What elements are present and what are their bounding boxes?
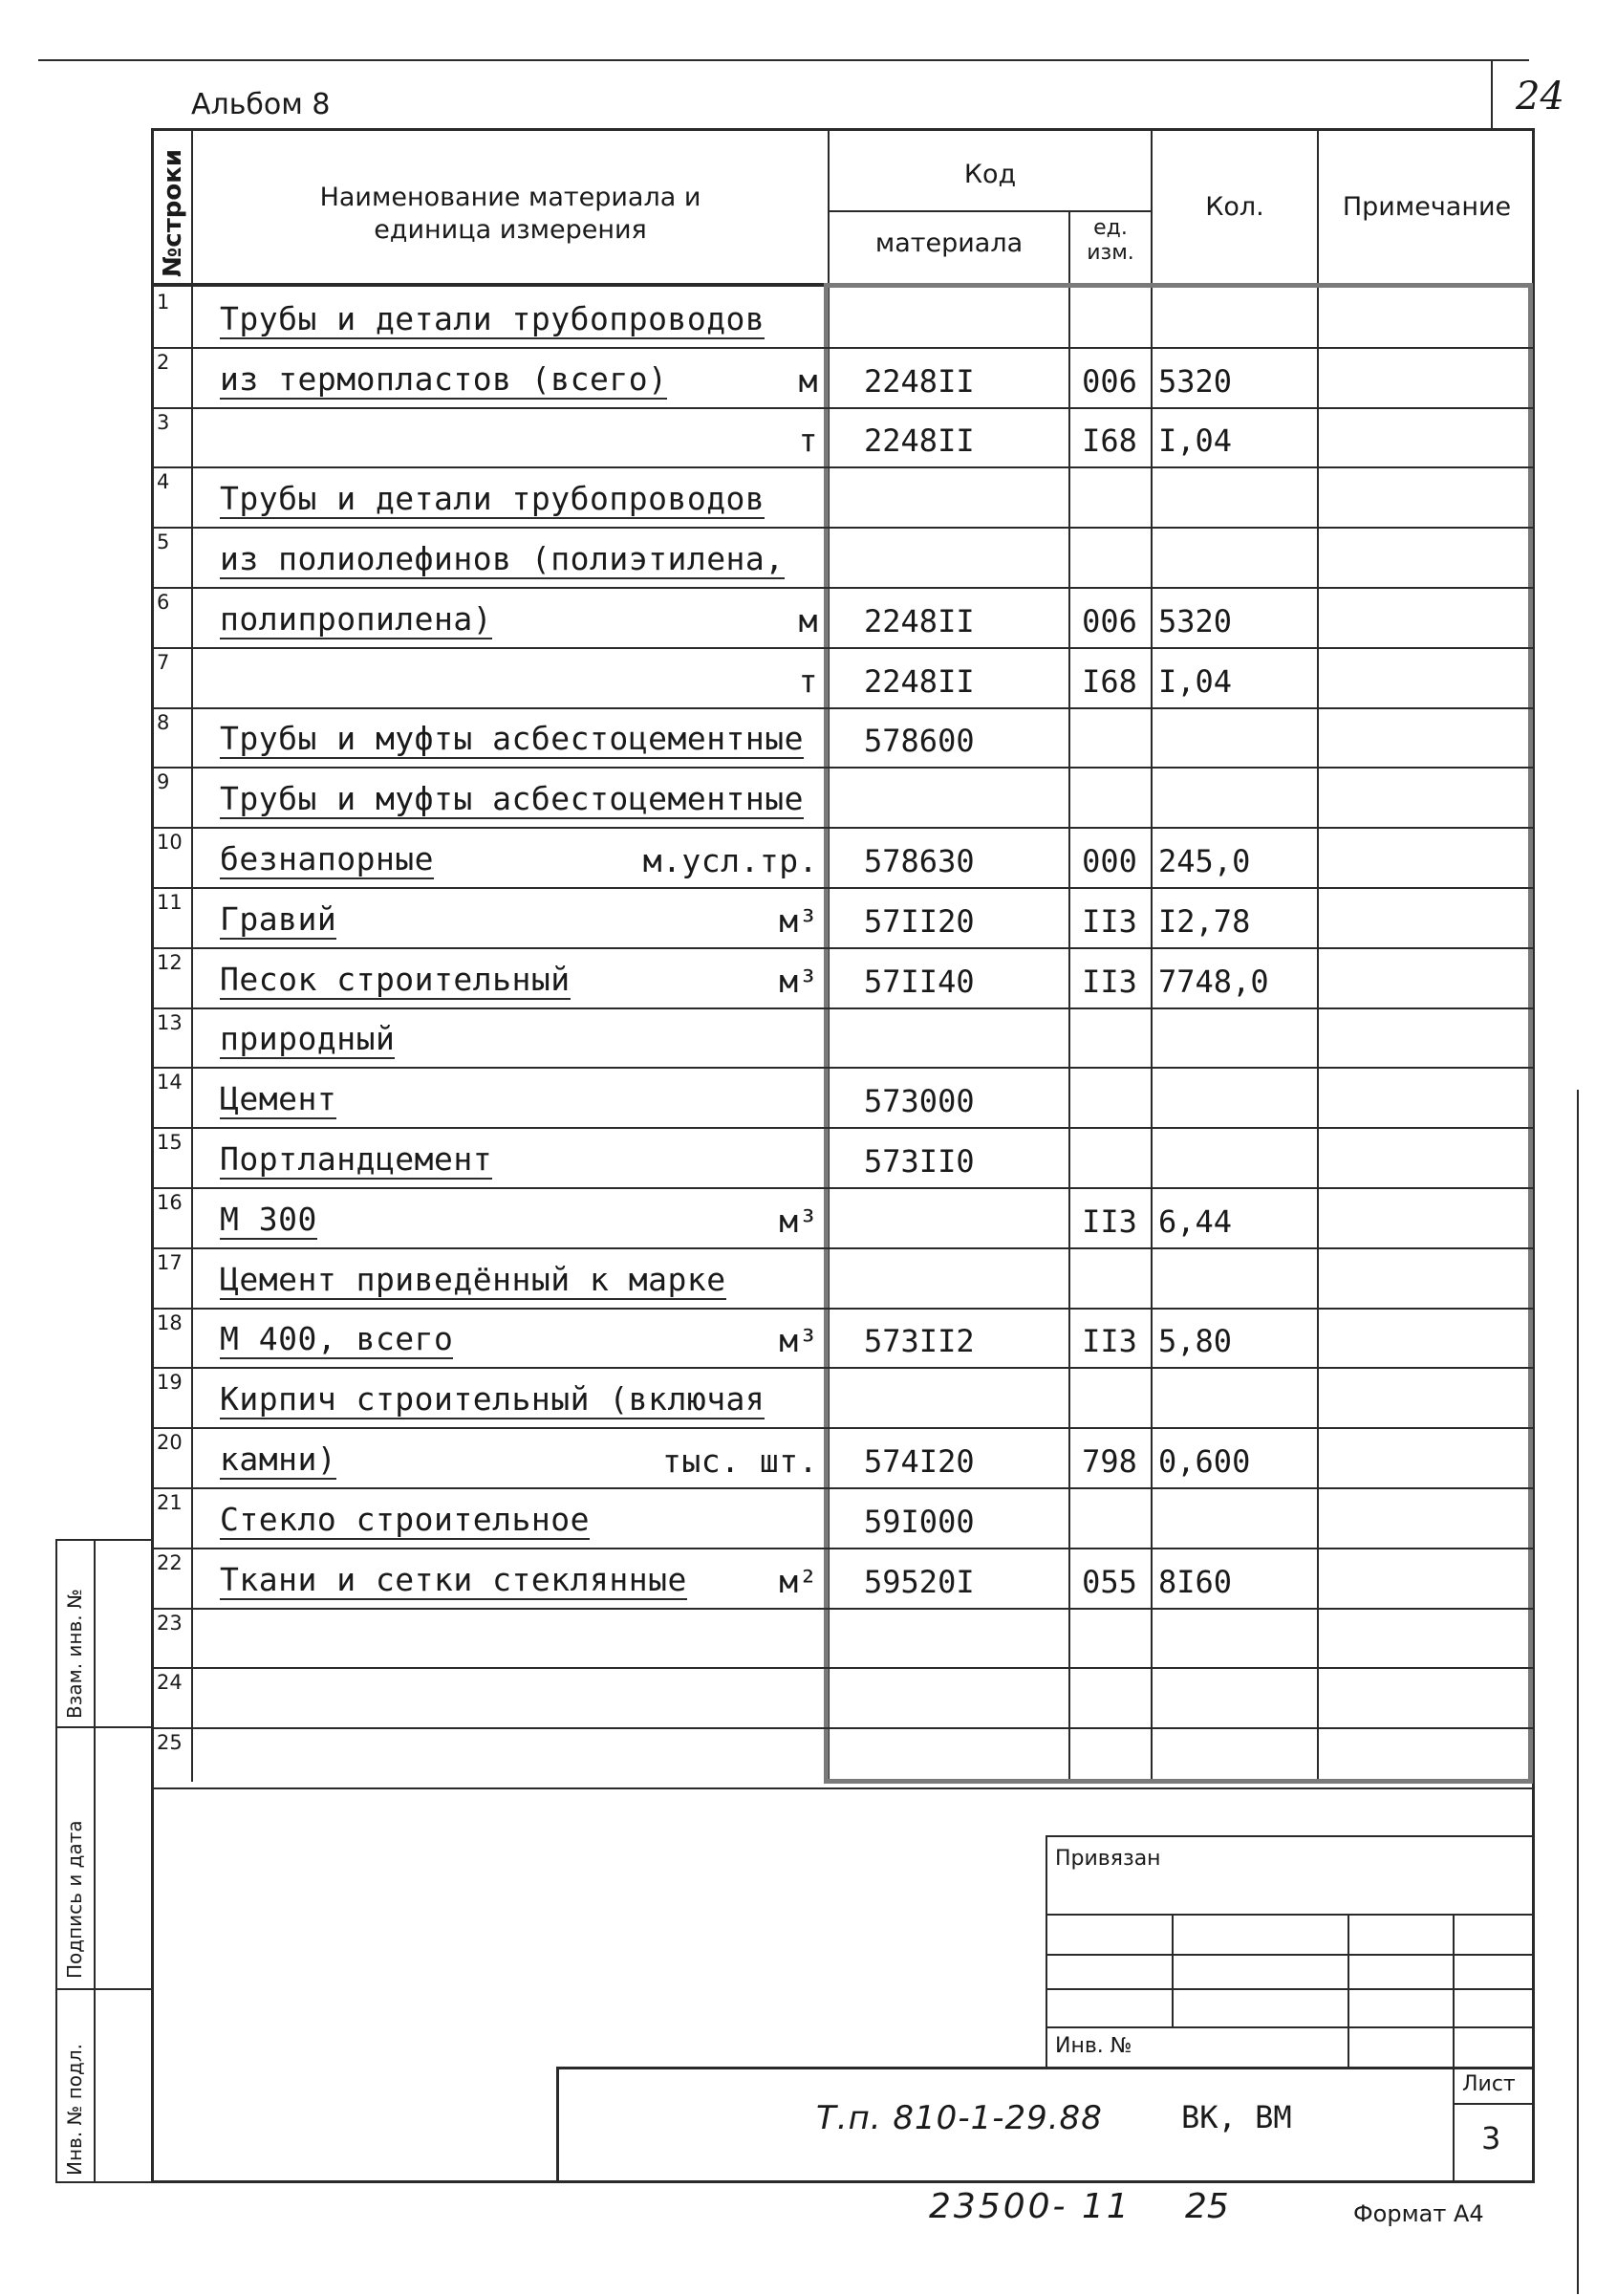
row-number: 7 <box>157 650 170 674</box>
header-code-material: материала <box>874 228 1024 258</box>
row-unit: м³ <box>779 1202 818 1240</box>
row-material-code: 2248II <box>864 362 975 400</box>
sheet-label: Лист <box>1462 2072 1516 2096</box>
row-number: 20 <box>157 1431 183 1455</box>
order-page: 25 <box>1185 2187 1229 2226</box>
format-label: Формат А4 <box>1353 2200 1484 2227</box>
row-material-code: 2248II <box>864 422 975 460</box>
row-name <box>220 587 492 647</box>
doc-code: Т.п. 810-1-29.88 <box>816 2099 1103 2137</box>
row-quantity: 6,44 <box>1158 1202 1233 1240</box>
row-number: 14 <box>157 1071 183 1094</box>
side-label-inv-podl: Инв. № подл. <box>63 2044 86 2176</box>
row-separator <box>151 1608 1535 1610</box>
row-name-text: полипропилена) <box>220 599 493 638</box>
row-unit-code: 006 <box>1082 362 1137 400</box>
row-name-text: М 300 <box>220 1200 317 1238</box>
row-name-text: из термопластов (всего) <box>220 359 668 398</box>
row-material-code: 2248II <box>864 662 975 700</box>
row-number: 9 <box>157 770 170 794</box>
row-name-text: Трубы и детали трубопроводов <box>220 299 765 337</box>
row-unit: тыс. шт. <box>662 1441 818 1480</box>
row-quantity: 5320 <box>1158 362 1233 400</box>
stamp-privyazan: Привязан <box>1055 1847 1161 1871</box>
row-separator <box>151 647 1535 649</box>
row-name-text: Портландцемент <box>220 1139 493 1178</box>
row-number: 24 <box>157 1671 183 1695</box>
row-name <box>220 1187 317 1247</box>
row-quantity: 0,600 <box>1158 1442 1251 1480</box>
row-name <box>220 887 336 947</box>
row-name-text: камни) <box>220 1440 337 1478</box>
row-material-code: 59I000 <box>864 1503 975 1540</box>
row-number: 15 <box>157 1131 183 1155</box>
row-separator <box>151 407 1535 409</box>
page-number: 24 <box>1516 75 1564 119</box>
row-unit: т <box>798 661 818 700</box>
row-material-code: 574I20 <box>864 1442 975 1480</box>
row-unit: м³ <box>779 1322 818 1360</box>
row-separator <box>151 1787 1535 1789</box>
row-unit: м³ <box>779 962 818 1000</box>
side-label-podpis: Подпись и дата <box>63 1820 86 1979</box>
row-unit: м <box>798 361 818 400</box>
row-separator <box>151 1427 1535 1429</box>
album-title: Альбом 8 <box>191 88 331 121</box>
row-number: 13 <box>157 1010 183 1034</box>
row-material-code: 573II0 <box>864 1142 975 1180</box>
row-quantity: 245,0 <box>1158 842 1251 879</box>
row-number: 6 <box>157 591 170 614</box>
row-unit-code: 006 <box>1082 602 1137 639</box>
row-name <box>220 1367 765 1427</box>
row-name-text: Трубы и муфты асбестоцементные <box>220 780 805 818</box>
row-name-text: Гравий <box>220 899 337 938</box>
row-name <box>220 1067 336 1127</box>
row-name <box>220 466 765 527</box>
row-name <box>220 947 571 1007</box>
row-separator <box>151 1067 1535 1069</box>
row-number: 21 <box>157 1491 183 1514</box>
header-code-unit: ед. изм. <box>1087 216 1134 265</box>
row-name-text: из полиолефинов (полиэтилена, <box>220 539 785 577</box>
row-material-code: 57II20 <box>864 902 975 940</box>
header-note: Примечание <box>1342 192 1512 222</box>
row-material-code: 57II40 <box>864 963 975 1000</box>
row-material-code: 578630 <box>864 842 975 879</box>
row-name-text: Стекло строительное <box>220 1500 590 1538</box>
row-unit-code: 000 <box>1082 842 1137 879</box>
row-name-text: Кирпич строительный (включая <box>220 1380 765 1419</box>
row-name <box>220 707 804 768</box>
order-number: 23500- 11 <box>929 2187 1132 2226</box>
row-number: 23 <box>157 1611 183 1635</box>
row-name <box>220 1427 336 1487</box>
row-separator <box>151 1727 1535 1729</box>
row-name-text: природный <box>220 1020 396 1058</box>
header-qty: Кол. <box>1205 192 1264 222</box>
row-quantity: 7748,0 <box>1158 963 1269 1000</box>
side-label-vzam: Взам. инв. № <box>63 1589 86 1719</box>
row-name <box>220 1308 453 1368</box>
row-material-code: 2248II <box>864 602 975 639</box>
row-unit-code: 798 <box>1082 1442 1137 1480</box>
row-separator <box>151 1187 1535 1189</box>
row-unit: м.усл.тр. <box>642 841 818 879</box>
sheet-number: 3 <box>1481 2120 1501 2156</box>
row-number: 18 <box>157 1310 183 1334</box>
row-name <box>220 827 434 887</box>
row-quantity: I,04 <box>1158 422 1233 460</box>
row-unit-code: 055 <box>1082 1563 1137 1600</box>
row-name-text: Цемент приведённый к марке <box>220 1260 726 1298</box>
row-name <box>220 1127 492 1187</box>
row-unit-code: I68 <box>1082 662 1137 700</box>
doc-mark: ВК, ВМ <box>1181 2099 1292 2135</box>
row-name <box>220 527 785 587</box>
row-name-text: Ткани и сетки стеклянные <box>220 1560 687 1598</box>
row-number: 16 <box>157 1191 183 1214</box>
row-name-text: Трубы и детали трубопроводов <box>220 480 765 518</box>
row-number: 12 <box>157 950 183 974</box>
row-quantity: I2,78 <box>1158 902 1251 940</box>
stamp-inv-no: Инв. № <box>1055 2034 1132 2058</box>
row-name <box>220 1247 726 1308</box>
row-material-code: 59520I <box>864 1563 975 1600</box>
row-material-code: 578600 <box>864 723 975 760</box>
row-name-text: М 400, всего <box>220 1320 454 1358</box>
row-name-text: Трубы и муфты асбестоцементные <box>220 720 805 758</box>
header-row-no: №строки <box>159 148 187 277</box>
header-name: Наименование материала и единица измерения <box>319 183 701 245</box>
row-unit-code: II3 <box>1082 963 1137 1000</box>
row-unit: м <box>798 601 818 639</box>
row-name <box>220 767 804 827</box>
row-name <box>220 287 765 347</box>
row-number: 22 <box>157 1550 183 1574</box>
row-separator <box>151 1667 1535 1669</box>
row-quantity: 5320 <box>1158 602 1233 639</box>
row-unit: м³ <box>779 901 818 940</box>
row-quantity: 8I60 <box>1158 1563 1233 1600</box>
row-name-text: Цемент <box>220 1080 337 1118</box>
row-quantity: I,04 <box>1158 662 1233 700</box>
row-material-code: 573II2 <box>864 1323 975 1360</box>
row-unit: т <box>798 422 818 460</box>
row-separator <box>151 887 1535 889</box>
row-unit: м² <box>779 1562 818 1600</box>
row-number: 5 <box>157 531 170 554</box>
row-name-text: безнапорные <box>220 839 435 877</box>
row-name <box>220 1007 395 1068</box>
row-name <box>220 1487 590 1548</box>
row-number: 4 <box>157 470 170 494</box>
row-number: 1 <box>157 291 170 314</box>
row-number: 25 <box>157 1731 183 1755</box>
row-unit-code: II3 <box>1082 902 1137 940</box>
row-unit-code: I68 <box>1082 422 1137 460</box>
row-number: 17 <box>157 1250 183 1274</box>
header-code: Код <box>963 160 1017 189</box>
row-number: 19 <box>157 1371 183 1395</box>
row-name-text: Песок строительный <box>220 960 571 998</box>
row-number: 10 <box>157 831 183 855</box>
row-number: 8 <box>157 710 170 734</box>
row-number: 2 <box>157 350 170 374</box>
row-number: 11 <box>157 891 183 914</box>
row-number: 3 <box>157 410 170 434</box>
row-unit-code: II3 <box>1082 1202 1137 1240</box>
row-material-code: 573000 <box>864 1083 975 1120</box>
row-quantity: 5,80 <box>1158 1323 1233 1360</box>
row-unit-code: II3 <box>1082 1323 1137 1360</box>
